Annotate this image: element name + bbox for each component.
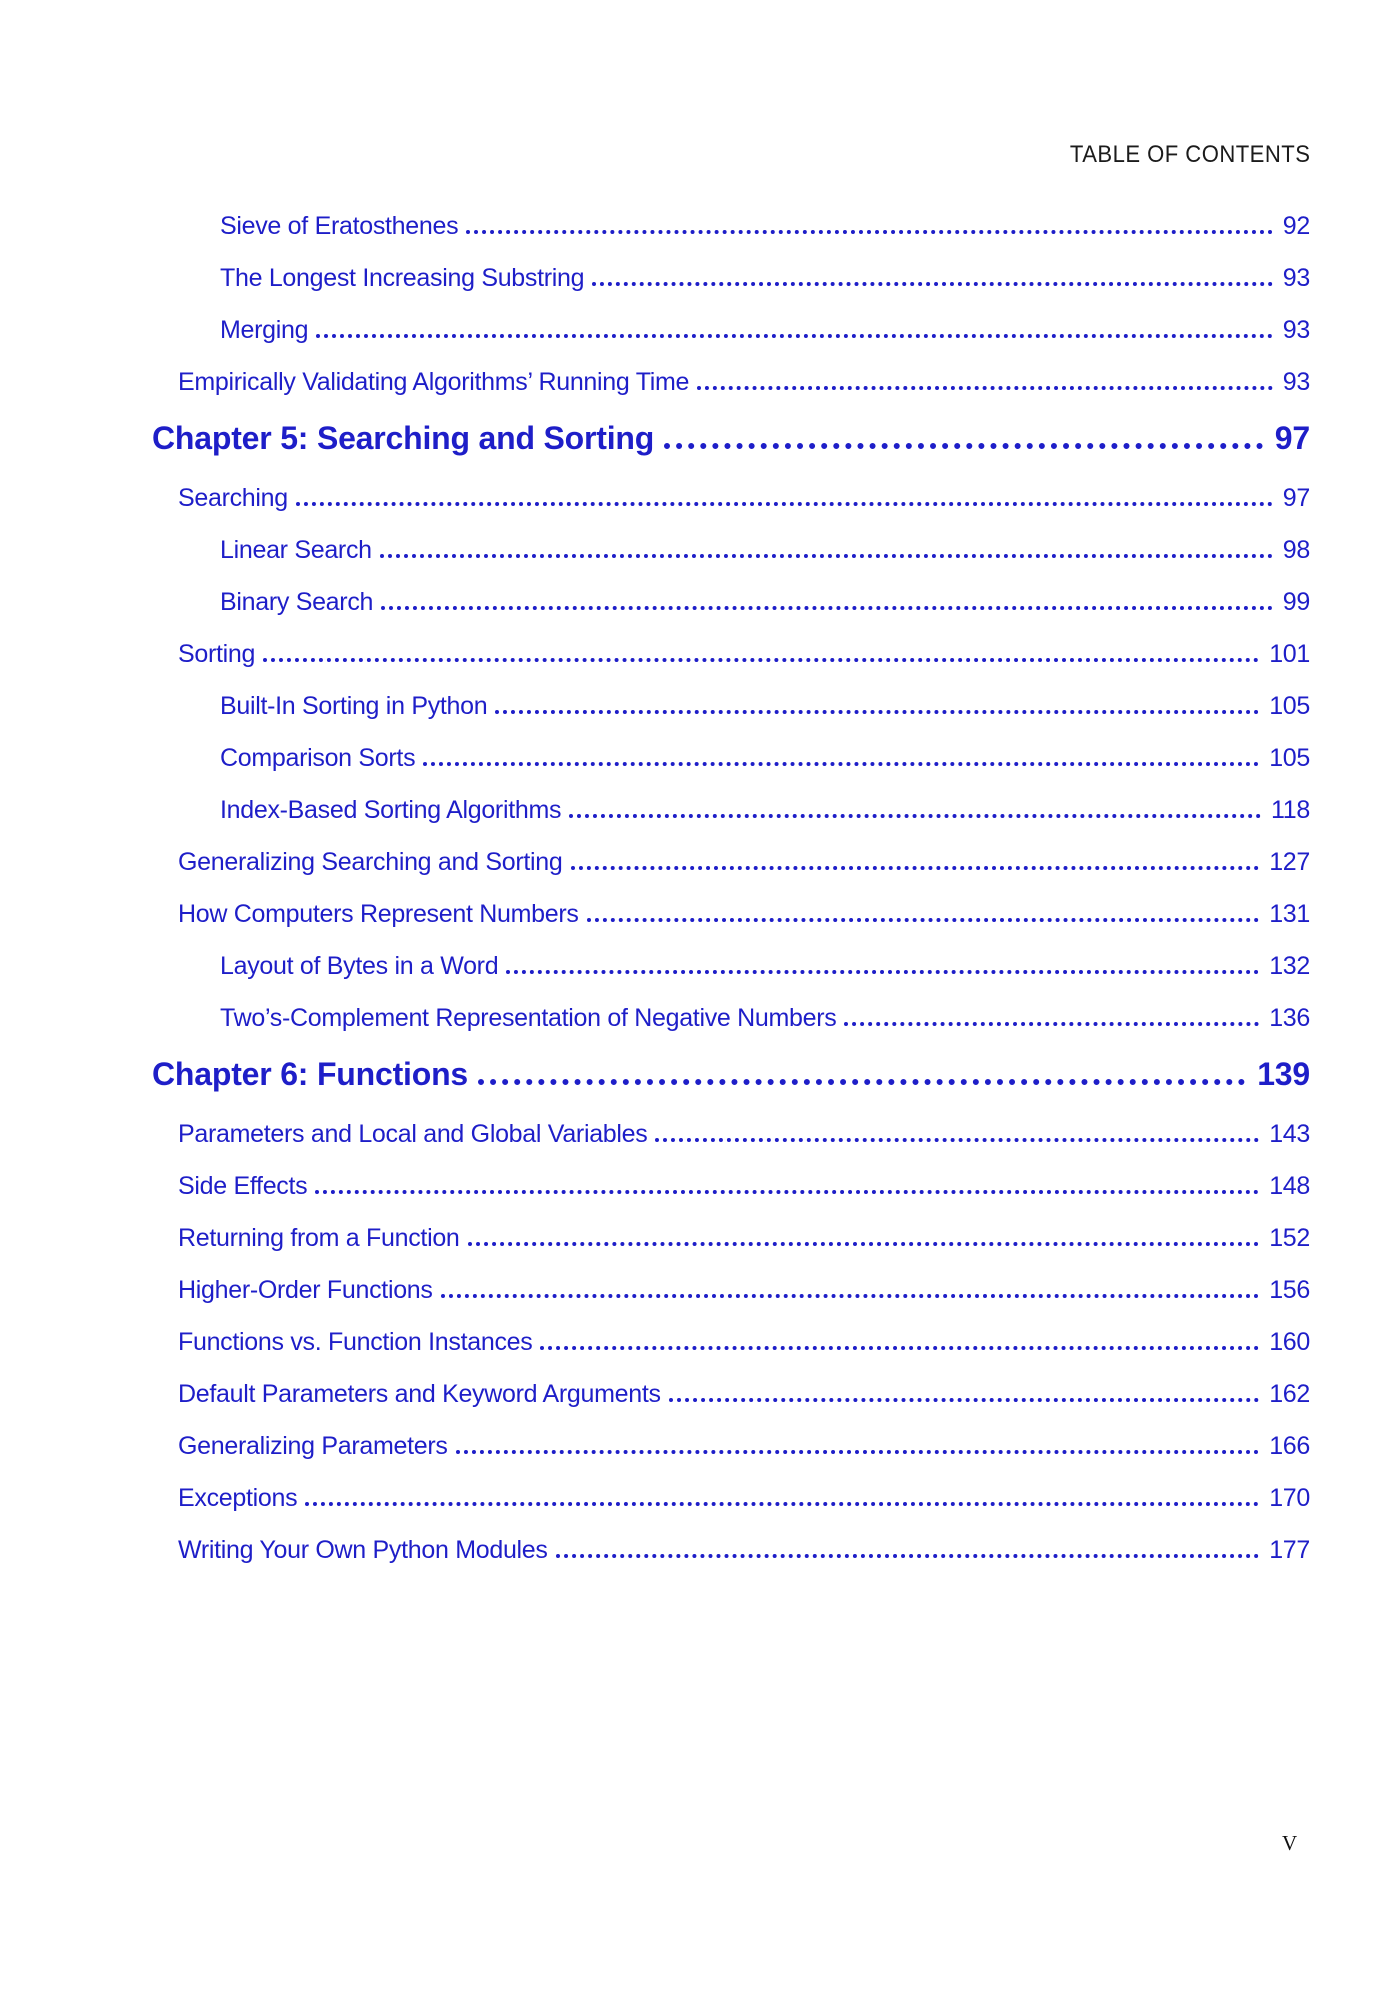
toc-entry[interactable] [152, 640, 1310, 668]
toc-entry-page: 93 [1282, 264, 1310, 292]
toc-entry-label: Side Effects [178, 1172, 308, 1200]
toc-entry-label: Built-In Sorting in Python [220, 692, 488, 720]
toc-entry[interactable] [152, 316, 1310, 344]
toc-entry-label: Binary Search [220, 588, 374, 616]
toc-entry-label: Chapter 6: Functions [152, 1056, 469, 1092]
toc-entry[interactable] [152, 796, 1310, 824]
toc-entry-page: 156 [1269, 1276, 1310, 1304]
toc-entry-page: 139 [1257, 1056, 1310, 1092]
toc-entry[interactable] [152, 952, 1310, 980]
dot-leader [468, 1240, 1260, 1246]
toc-entry[interactable] [152, 848, 1310, 876]
toc-entry[interactable] [152, 484, 1310, 512]
toc-entry-page: 152 [1269, 1224, 1310, 1252]
toc-entry-page: 143 [1269, 1120, 1310, 1148]
toc-entry-page: 105 [1269, 744, 1310, 772]
toc-entry-label: Empirically Validating Algorithms’ Running Time [178, 368, 690, 396]
dot-leader [697, 384, 1273, 390]
running-head: TABLE OF CONTENTS [1069, 141, 1310, 168]
toc-entry[interactable] [152, 212, 1310, 240]
dot-leader [506, 968, 1259, 974]
dot-leader [381, 604, 1273, 610]
dot-leader [495, 708, 1259, 714]
dot-leader [478, 1077, 1245, 1085]
toc-entry-label: Returning from a Function [178, 1224, 460, 1252]
dot-leader [441, 1292, 1260, 1298]
toc-entry-label: Default Parameters and Keyword Arguments [178, 1380, 661, 1408]
dot-leader [844, 1020, 1259, 1026]
dot-leader [466, 228, 1272, 234]
toc-entry-label: Sieve of Eratosthenes [220, 212, 459, 240]
toc-entry-label: Index-Based Sorting Algorithms [220, 796, 562, 824]
dot-leader [456, 1448, 1260, 1454]
toc-entry[interactable] [152, 420, 1310, 458]
toc-entry-label: Two’s-Complement Representation of Negative Numbers [220, 1004, 837, 1032]
toc-entry-label: Exceptions [178, 1484, 298, 1512]
toc-entry[interactable] [152, 368, 1310, 396]
toc-entry[interactable] [152, 588, 1310, 616]
toc-entry-page: 101 [1269, 640, 1310, 668]
toc-entry[interactable] [152, 692, 1310, 720]
toc-entry-page: 98 [1282, 536, 1310, 564]
toc-entry[interactable] [152, 1484, 1310, 1512]
toc-entry-page: 177 [1269, 1536, 1310, 1564]
toc-entry[interactable] [152, 1120, 1310, 1148]
toc-entry-page: 93 [1282, 316, 1310, 344]
toc-entry[interactable] [152, 1224, 1310, 1252]
toc-entry-label: The Longest Increasing Substring [220, 264, 585, 292]
toc-entry-page: 127 [1269, 848, 1310, 876]
toc-entry-label: Sorting [178, 640, 256, 668]
toc-entry-page: 132 [1269, 952, 1310, 980]
toc-entry[interactable] [152, 1172, 1310, 1200]
toc-entry-label: Layout of Bytes in a Word [220, 952, 499, 980]
dot-leader [423, 760, 1259, 766]
dot-leader [263, 656, 1259, 662]
toc-entry-label: How Computers Represent Numbers [178, 900, 579, 928]
dot-leader [587, 916, 1260, 922]
toc-entry-label: Parameters and Local and Global Variables [178, 1120, 648, 1148]
toc-entry-label: Generalizing Parameters [178, 1432, 448, 1460]
toc-entry-label: Writing Your Own Python Modules [178, 1536, 548, 1564]
toc-entry[interactable] [152, 1328, 1310, 1356]
dot-leader [592, 280, 1273, 286]
toc-entry[interactable] [152, 744, 1310, 772]
dot-leader [664, 441, 1263, 449]
toc-entry-label: Searching [178, 484, 288, 512]
toc-entry-page: 162 [1269, 1380, 1310, 1408]
dot-leader [540, 1344, 1259, 1350]
toc-entry[interactable] [152, 1432, 1310, 1460]
dot-leader [316, 332, 1273, 338]
dot-leader [569, 812, 1261, 818]
toc-entry[interactable] [152, 1536, 1310, 1564]
toc-entry-page: 170 [1269, 1484, 1310, 1512]
toc-entry[interactable] [152, 1004, 1310, 1032]
toc-entry-page: 148 [1269, 1172, 1310, 1200]
toc-entry-label: Generalizing Searching and Sorting [178, 848, 563, 876]
toc-entry-page: 97 [1274, 420, 1310, 456]
toc-entry-page: 118 [1271, 796, 1310, 824]
toc-entry[interactable] [152, 1380, 1310, 1408]
toc-list [152, 212, 1310, 1588]
dot-leader [296, 500, 1273, 506]
dot-leader [315, 1188, 1259, 1194]
toc-entry-page: 136 [1269, 1004, 1310, 1032]
dot-leader [556, 1552, 1260, 1558]
toc-entry-page: 166 [1269, 1432, 1310, 1460]
toc-entry[interactable] [152, 900, 1310, 928]
toc-entry[interactable] [152, 264, 1310, 292]
toc-entry-label: Functions vs. Function Instances [178, 1328, 533, 1356]
toc-entry-label: Merging [220, 316, 309, 344]
dot-leader [380, 552, 1273, 558]
toc-entry-page: 97 [1282, 484, 1310, 512]
toc-entry[interactable] [152, 536, 1310, 564]
toc-entry-page: 92 [1282, 212, 1310, 240]
toc-entry-label: Comparison Sorts [220, 744, 416, 772]
toc-entry-page: 105 [1269, 692, 1310, 720]
toc-entry-page: 160 [1269, 1328, 1310, 1356]
toc-entry[interactable] [152, 1056, 1310, 1094]
page-number-footer: v [1282, 1824, 1298, 1857]
toc-entry-label: Chapter 5: Searching and Sorting [152, 420, 655, 456]
dot-leader [571, 864, 1260, 870]
toc-entry-label: Higher-Order Functions [178, 1276, 433, 1304]
toc-entry-label: Linear Search [220, 536, 372, 564]
dot-leader [305, 1500, 1259, 1506]
dot-leader [669, 1396, 1259, 1402]
toc-entry-page: 131 [1269, 900, 1310, 928]
toc-entry[interactable] [152, 1276, 1310, 1304]
toc-entry-page: 93 [1282, 368, 1310, 396]
dot-leader [655, 1136, 1259, 1142]
toc-entry-page: 99 [1282, 588, 1310, 616]
